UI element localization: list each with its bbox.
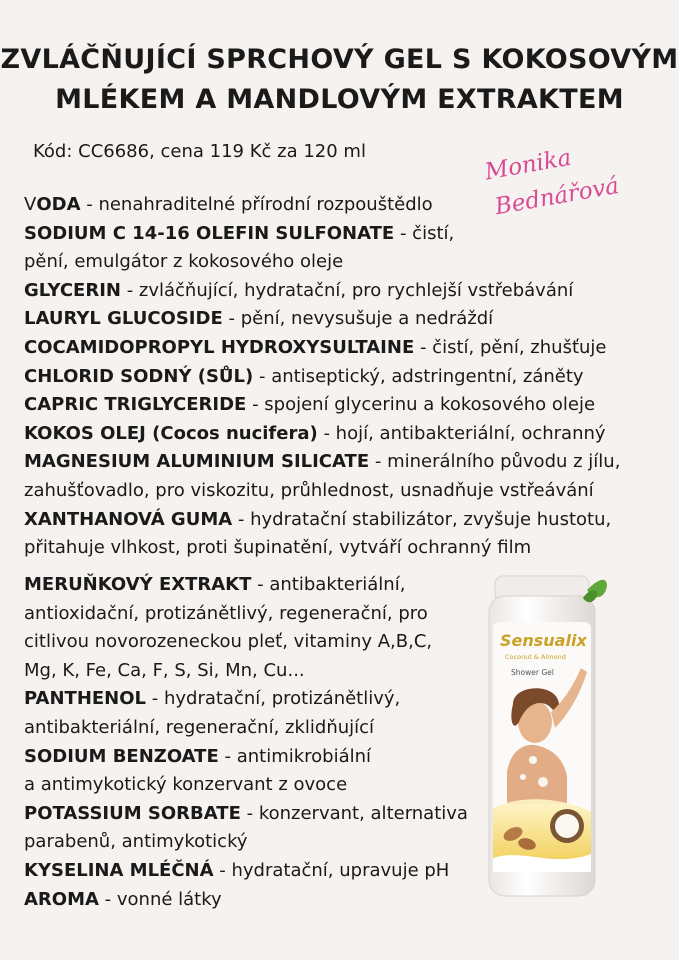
ingredient-name: SODIUM BENZOATE xyxy=(24,745,219,767)
ingredient-desc: - nenahraditelné přírodní rozpouštědlo xyxy=(80,194,433,215)
ingredient-desc: - hydratační stabilizátor, zvyšuje hustotu, xyxy=(232,508,612,530)
ingredient-desc-cont: pění, emulgátor z kokosového oleje xyxy=(24,251,344,273)
product-variant: Coconut & Almond xyxy=(505,653,566,661)
ingredient-desc: - antibakteriální, xyxy=(251,574,406,595)
page-title xyxy=(0,40,679,120)
title-line-1: ZVLÁČŇUJÍCÍ SPRCHOVÝ GEL S KOKOSOVÝM xyxy=(0,44,679,75)
ingredient-item xyxy=(24,305,620,334)
product-bottle-image xyxy=(483,572,608,897)
ingredient-name: CHLORID SODNÝ (SŮL) xyxy=(24,365,254,387)
ingredient-desc-cont: antibakteriální, regenerační, zklidňující xyxy=(24,716,375,738)
ingredient-list-1 xyxy=(24,191,620,563)
ingredient-desc-cont: zahušťovadlo, pro viskozitu, průhlednost, usnadňuje vstřeávání xyxy=(24,479,594,501)
ingredient-item xyxy=(24,363,620,392)
ingredient-name: KOKOS OLEJ (Cocos nucifera) xyxy=(24,422,318,444)
ingredient-name: CAPRIC TRIGLYCERIDE xyxy=(24,394,247,416)
bubble xyxy=(529,756,537,764)
ingredient-desc: - hydratační, upravuje pH xyxy=(213,859,450,881)
ingredient-name: KYSELINA MLÉČNÁ xyxy=(24,859,214,881)
ingredient-name: POTASSIUM SORBATE xyxy=(24,802,241,824)
ingredient-name: GLYCERIN xyxy=(24,279,121,301)
ingredient-desc: - hydratační, protizánětlivý, xyxy=(146,688,401,710)
ingredient-name: XANTHANOVÁ GUMA xyxy=(24,508,233,530)
ingredient-desc: - spojení glycerinu a kokosového oleje xyxy=(246,394,596,416)
ingredient-item xyxy=(24,220,620,249)
ingredient-name: COCAMIDOPROPYL HYDROXYSULTAINE xyxy=(24,336,415,358)
ingredient-name: PANTHENOL xyxy=(24,688,147,710)
ingredient-name-prefix: V xyxy=(24,194,37,215)
ingredient-desc-cont: a antimykotický konzervant z ovoce xyxy=(24,774,348,796)
ingredient-desc: - minerálního původu z jílu, xyxy=(369,451,621,473)
ingredient-item xyxy=(24,448,620,477)
bubble xyxy=(520,774,526,780)
coconut-flesh xyxy=(555,814,579,838)
ingredient-item xyxy=(24,857,468,886)
signature-line-1: Monika xyxy=(482,144,574,186)
ingredient-desc-cont: antioxidační, protizánětlivý, regenerační, pro xyxy=(24,602,428,624)
ingredient-name: ODA xyxy=(36,194,81,215)
product-type: Shower Gel xyxy=(511,668,554,677)
ingredient-desc-cont: přitahuje vlhkost, proti šupinatění, vytváří ochranný film xyxy=(24,537,532,559)
ingredient-name: LAURYL GLUCOSIDE xyxy=(24,308,223,330)
ingredient-item xyxy=(24,191,620,220)
ingredient-desc: - vonné látky xyxy=(98,888,222,910)
ingredient-name: MERUŇKOVÝ EXTRAKT xyxy=(24,574,252,595)
ingredient-desc: - čistí, xyxy=(394,222,455,244)
ingredient-desc: - konzervant, alternativa xyxy=(240,802,468,824)
ingredient-name: SODIUM C 14-16 OLEFIN SULFONATE xyxy=(24,222,395,244)
ingredient-name: AROMA xyxy=(24,888,99,910)
ingredient-item xyxy=(24,571,468,600)
ingredient-item xyxy=(24,334,620,363)
ingredient-desc-cont: Mg, K, Fe, Ca, F, S, Si, Mn, Cu... xyxy=(24,659,305,681)
ingredient-item xyxy=(24,277,620,306)
title-line-2: MLÉKEM A MANDLOVÝM EXTRAKTEM xyxy=(55,84,624,115)
ingredient-desc: - hojí, antibakteriální, ochranný xyxy=(317,422,606,444)
ingredient-item xyxy=(24,420,620,449)
ingredient-desc: - čistí, pění, zhušťuje xyxy=(414,336,607,358)
ingredient-list-2 xyxy=(24,571,468,914)
ingredient-item xyxy=(24,743,468,772)
ingredient-item xyxy=(24,685,468,714)
ingredient-item xyxy=(24,886,468,915)
ingredient-desc-cont: parabenů, antimykotický xyxy=(24,831,248,853)
bubble xyxy=(538,777,548,787)
ingredient-desc-cont: citlivou novorozeneckou pleť, vitaminy A,B,C, xyxy=(24,631,433,653)
ingredient-desc: - antiseptický, adstringentní, záněty xyxy=(253,365,584,387)
signature-line-2: Bednářová xyxy=(493,172,621,221)
product-brand: Sensualix xyxy=(500,631,587,650)
ingredient-desc: - antimikrobiální xyxy=(218,745,372,767)
ingredient-name: MAGNESIUM ALUMINIUM SILICATE xyxy=(24,451,370,473)
product-code-price: Kód: CC6686, cena 119 Kč za 120 ml xyxy=(33,141,366,162)
ingredient-desc: - pění, nevysušuje a nedráždí xyxy=(222,308,494,330)
ingredient-item xyxy=(24,800,468,829)
ingredient-item xyxy=(24,391,620,420)
ingredient-item xyxy=(24,506,620,535)
ingredient-desc: - zvláčňující, hydratační, pro rychlejší vstřebávání xyxy=(120,279,574,301)
